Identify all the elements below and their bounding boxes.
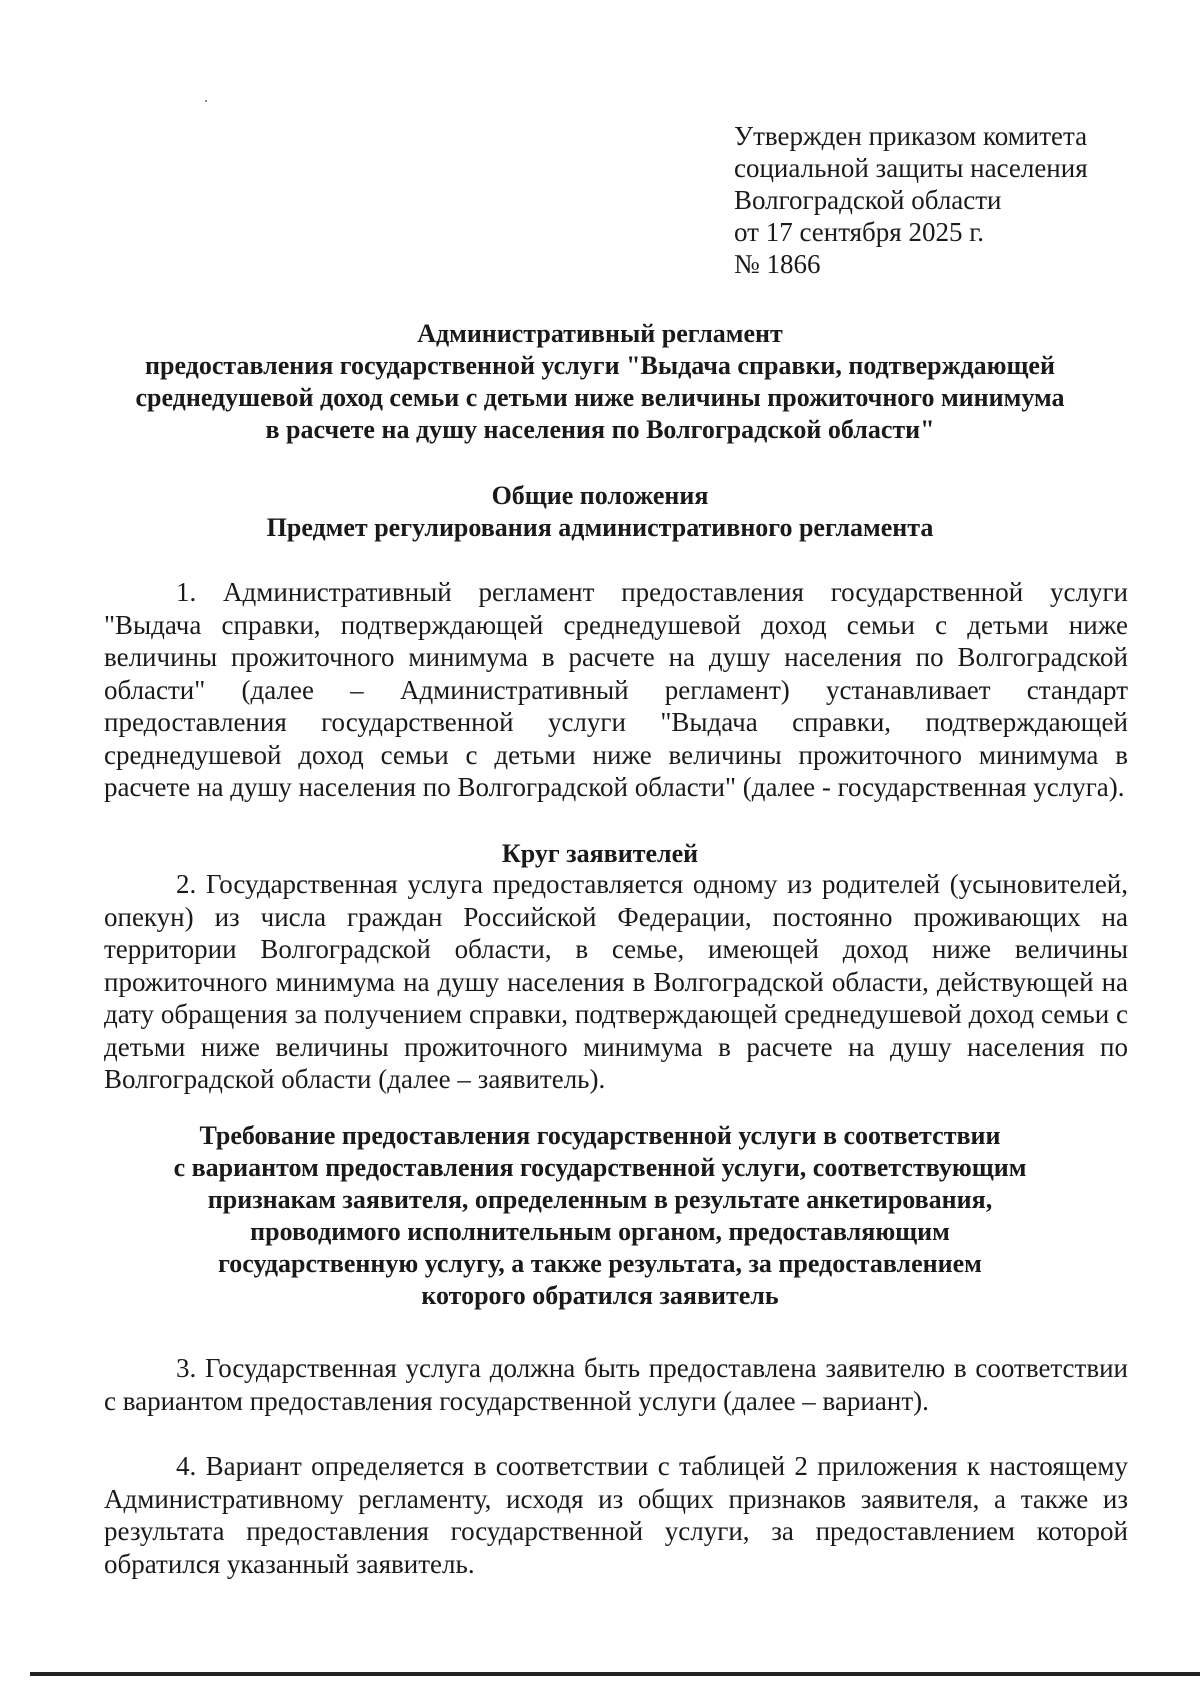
paragraph-text: 4. Вариант определяется в соответствии с таблицей 2 приложения к настоящему Административному регламенту, исходя из общих признаков заявителя, а также из результата предоставления государственной услуги, за предоставлением которой обратился указанный заявитель. <box>104 1451 1128 1579</box>
paragraph-3 <box>104 1352 1128 1417</box>
title-line: Административный регламент <box>417 319 783 348</box>
approval-line: социальной защиты населения <box>734 153 1088 183</box>
section-heading-applicants: Круг заявителей <box>501 839 699 868</box>
title-line: в расчете на душу населения по Волгоградской области" <box>265 415 935 444</box>
approval-line: № 1866 <box>734 249 821 279</box>
heading-line: признакам заявителя, определенным в результате анкетирования, <box>207 1185 993 1214</box>
heading-line: государственную услугу, а также результата, за предоставлением <box>218 1249 982 1278</box>
heading-line: проводимого исполнительным органом, предоставляющим <box>250 1217 950 1246</box>
heading-line: Требование предоставления государственной услуги в соответствии <box>199 1121 1001 1150</box>
paragraph-1 <box>104 576 1128 804</box>
approval-stamp-block <box>734 120 1154 280</box>
heading-line: Предмет регулирования административного регламента <box>266 513 934 542</box>
title-line: среднедушевой доход семьи с детьми ниже величины прожиточного минимума <box>135 383 1065 412</box>
document-title <box>100 318 1100 446</box>
paragraph-text: 3. Государственная услуга должна быть предоставлена заявителю в соответствии с вариантом предоставления государственной услуги (далее – вариант). <box>104 1353 1128 1416</box>
heading-line: Общие положения <box>491 481 709 510</box>
paragraph-2 <box>104 868 1128 1096</box>
scan-bottom-edge <box>30 1672 1200 1676</box>
paragraph-4 <box>104 1450 1128 1580</box>
heading-line: которого обратился заявитель <box>421 1281 779 1310</box>
approval-line: от 17 сентября 2025 г. <box>734 217 984 247</box>
paragraph-text: 2. Государственная услуга предоставляется одному из родителей (усыновителей, опекун) из числа граждан Российской Федерации, постоянно проживающих на территории Волгоградской области, в семье, имеющей доход ниже величины прожиточного минимума на душу населения в Волгоградской области, действующей на дату обращения за получением справки, подтверждающей среднедушевой доход семьи с детьми ниже величины прожиточного минимума в расчете на душу населения по Волгоградской области (далее – заявитель). <box>104 869 1128 1094</box>
title-line: предоставления государственной услуги "Выдача справки, подтверждающей <box>145 351 1055 380</box>
section-heading-requirement <box>100 1120 1100 1312</box>
paragraph-text: 1. Административный регламент предоставления государственной услуги "Выдача справки, подтверждающей среднедушевой доход семьи с детьми ниже величины прожиточного минимума в расчете на душу населения по Волгоградской области" (далее – Административный регламент) устанавливает стандарт предоставления государственной услуги "Выдача справки, подтверждающей среднедушевой доход семьи с детьми ниже величины прожиточного минимума в расчете на душу населения по Волгоградской области" (далее - государственная услуга). <box>104 577 1128 802</box>
section-heading-general <box>100 480 1100 544</box>
scan-speck <box>205 100 207 102</box>
approval-line: Волгоградской области <box>734 185 1002 215</box>
approval-line: Утвержден приказом комитета <box>734 121 1088 151</box>
heading-line: с вариантом предоставления государственной услуги, соответствующим <box>173 1153 1027 1182</box>
